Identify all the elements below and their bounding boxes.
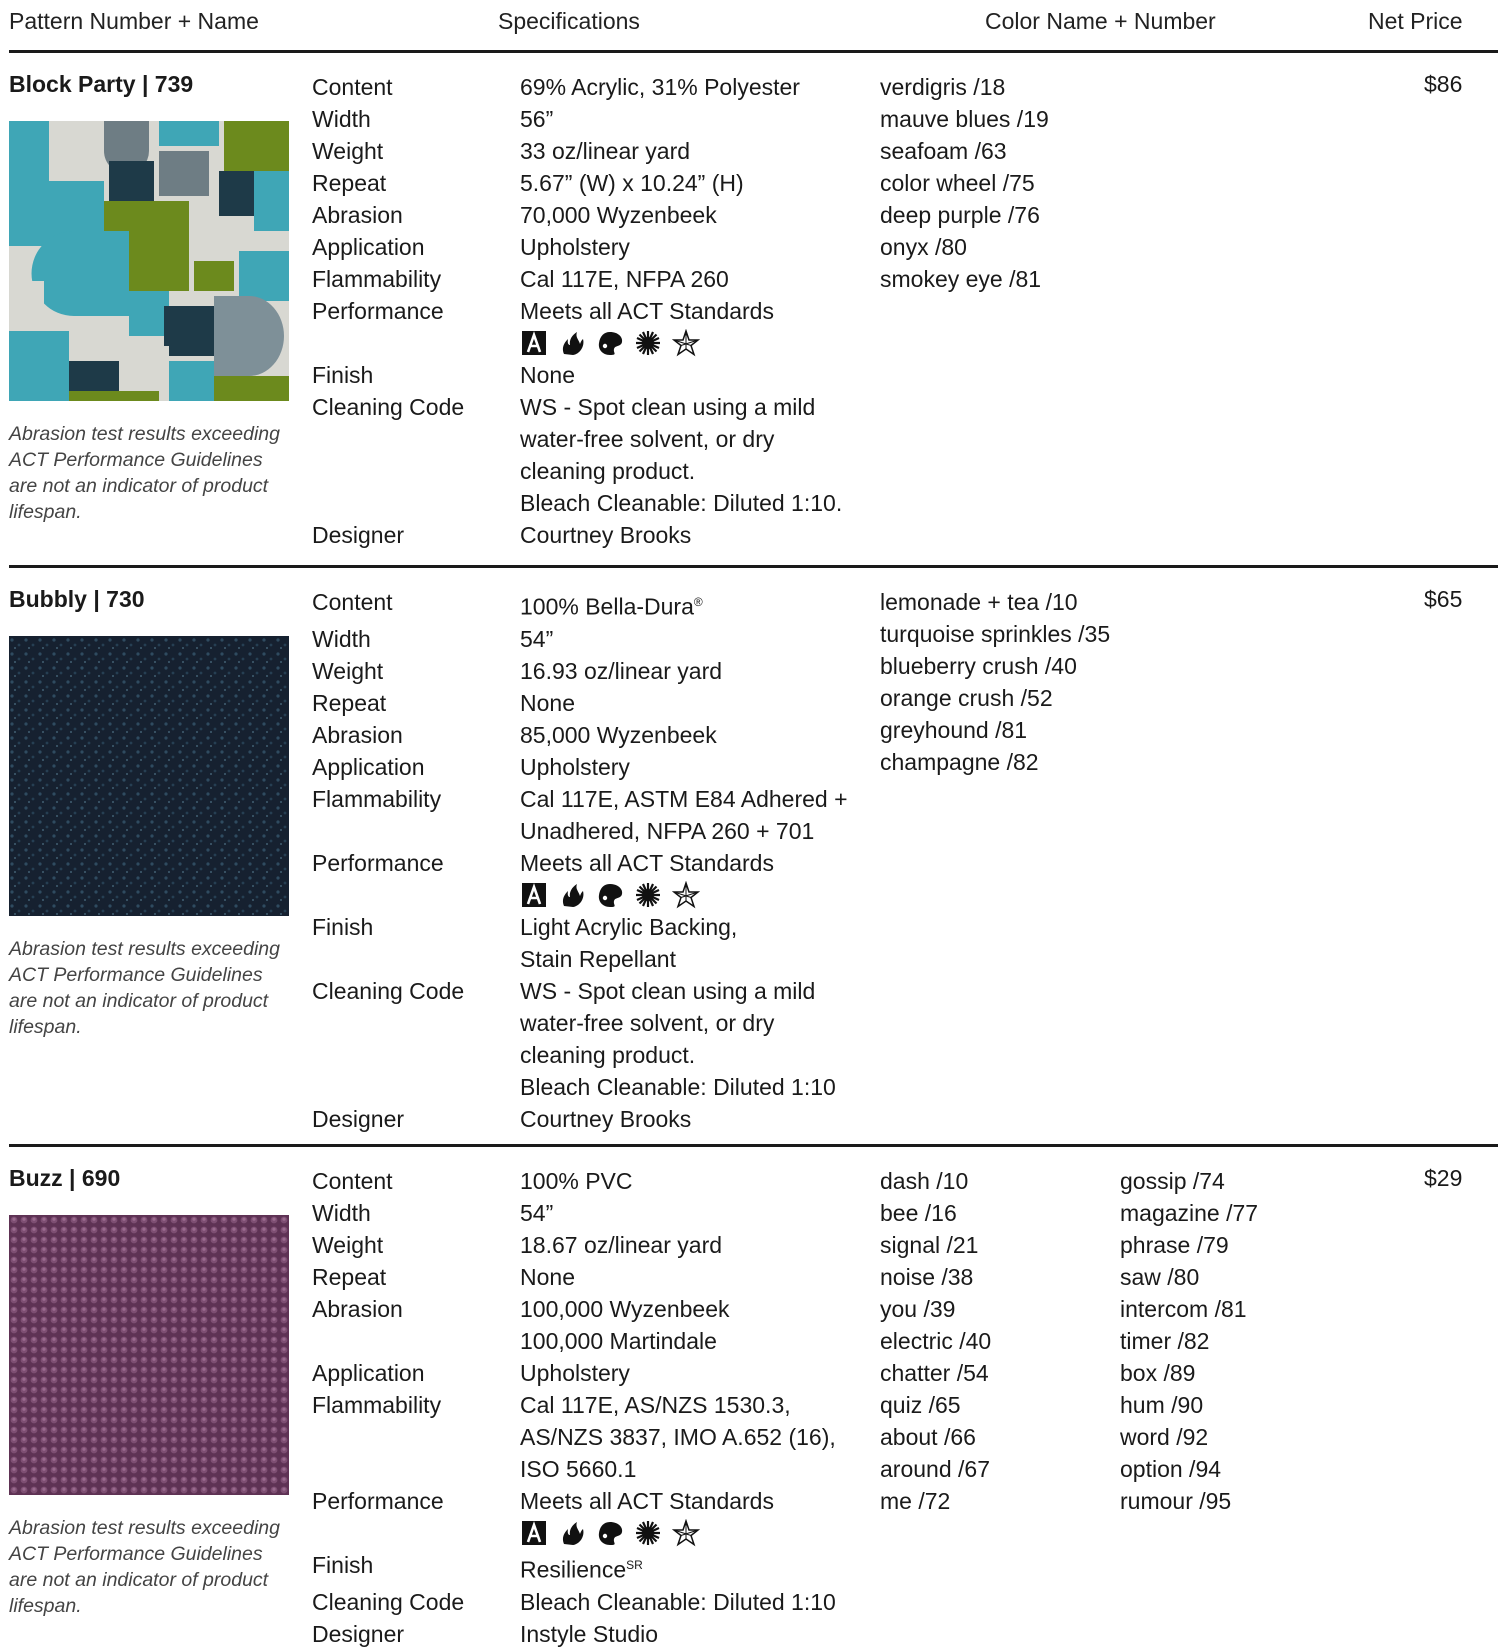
spec-designer: Designer Instyle Studio	[312, 1620, 659, 1647]
color-item: lemonade + tea /10	[880, 589, 1078, 615]
color-item: champagne /82	[880, 749, 1039, 775]
fabric-swatch-image	[9, 121, 289, 401]
header-pattern: Pattern Number + Name	[9, 8, 259, 34]
specifications	[312, 1165, 872, 1650]
spec-cleaning-code: Cleaning Code WS - Spot clean using a mild water-free solvent, or dry cleaning product. Bleach Cleanable: Diluted 1:10.	[312, 394, 843, 516]
color-item: turquoise sprinkles /35	[880, 621, 1111, 647]
color-list	[880, 71, 1049, 295]
lightfastness-icon	[634, 881, 662, 909]
color-item: timer /82	[1120, 1328, 1210, 1354]
performance-icons	[520, 879, 872, 911]
spec-application: Application Upholstery	[312, 234, 630, 260]
section-divider	[9, 1144, 1498, 1147]
color-item: around /67	[880, 1456, 990, 1482]
spec-flammability: Flammability Cal 117E, ASTM E84 Adhered + Unadhered, NFPA 260 + 701	[312, 785, 848, 844]
physical-properties-icon	[672, 881, 700, 909]
color-item: electric /40	[880, 1328, 992, 1354]
color-item: smokey eye /81	[880, 266, 1042, 292]
color-item: verdigris /18	[880, 74, 1006, 100]
color-item: signal /21	[880, 1232, 979, 1258]
pattern-name: Bubbly | 730	[9, 586, 145, 612]
spec-abrasion: Abrasion 70,000 Wyzenbeek	[312, 202, 717, 228]
color-item: rumour /95	[1120, 1488, 1232, 1514]
spec-weight: Weight 16.93 oz/linear yard	[312, 657, 723, 684]
color-item: chatter /54	[880, 1360, 989, 1386]
flammability-icon	[558, 329, 586, 357]
color-item: dash /10	[880, 1168, 969, 1194]
spec-width: Width 56”	[312, 106, 554, 132]
colorfastness-icon	[596, 881, 624, 909]
net-price: $29	[1424, 1165, 1463, 1191]
color-item: me /72	[880, 1488, 951, 1514]
spec-performance: Performance Meets all ACT Standards	[312, 847, 872, 911]
spec-performance: Performance Meets all ACT Standards	[312, 295, 872, 359]
specifications	[312, 586, 872, 1135]
lightfastness-icon	[634, 1519, 662, 1547]
spec-weight: Weight 18.67 oz/linear yard	[312, 1232, 723, 1258]
lightfastness-icon	[634, 329, 662, 357]
color-item: blueberry crush /40	[880, 653, 1077, 679]
specifications	[312, 71, 872, 551]
spec-abrasion: Abrasion 100,000 Wyzenbeek 100,000 Martindale	[312, 1296, 730, 1354]
spec-application: Application Upholstery	[312, 753, 630, 780]
color-item: word /92	[1120, 1424, 1209, 1450]
spec-content: Content 100% Bella-Dura®	[312, 589, 703, 620]
flammability-icon	[558, 1519, 586, 1547]
net-price: $86	[1424, 71, 1463, 97]
color-list-2	[1120, 1165, 1258, 1517]
fabric-swatch-image	[9, 636, 289, 916]
color-item: about /66	[880, 1424, 976, 1450]
color-item: saw /80	[1120, 1264, 1200, 1290]
color-item: greyhound /81	[880, 717, 1028, 743]
abrasion-note: Abrasion test results exceeding ACT Performance Guidelines are not an indicator of product lifespan.	[9, 423, 280, 523]
physical-properties-icon	[672, 329, 700, 357]
colorfastness-icon	[596, 1519, 624, 1547]
abrasion-note: Abrasion test results exceeding ACT Performance Guidelines are not an indicator of product lifespan.	[9, 1517, 280, 1617]
abrasion-icon	[520, 881, 548, 909]
abrasion-icon	[520, 329, 548, 357]
spec-performance: Performance Meets all ACT Standards	[312, 1485, 872, 1549]
abrasion-icon	[520, 1519, 548, 1547]
color-item: mauve blues /19	[880, 106, 1049, 132]
color-item: deep purple /76	[880, 202, 1040, 228]
spec-designer: Designer Courtney Brooks	[312, 522, 692, 548]
spec-abrasion: Abrasion 85,000 Wyzenbeek	[312, 721, 717, 748]
color-item: you /39	[880, 1296, 956, 1322]
spec-finish: Finish Resilience$^{SR}$	[312, 1552, 643, 1583]
physical-properties-icon	[672, 1519, 700, 1547]
spec-content: Content 100% PVC	[312, 1168, 633, 1194]
color-item: onyx /80	[880, 234, 967, 260]
spec-repeat: Repeat None	[312, 689, 575, 716]
spec-flammability: Flammability Cal 117E, NFPA 260	[312, 266, 729, 292]
color-item: hum /90	[1120, 1392, 1204, 1418]
spec-repeat: Repeat 5.67” (W) x 10.24” (H)	[312, 170, 744, 196]
color-item: box /89	[1120, 1360, 1196, 1386]
spec-cleaning-code: Cleaning Code Bleach Cleanable: Diluted 1:10	[312, 1588, 836, 1615]
header-divider	[9, 50, 1498, 53]
spec-finish: Finish Light Acrylic Backing, Stain Repellant	[312, 913, 738, 972]
color-item: color wheel /75	[880, 170, 1035, 196]
color-item: gossip /74	[1120, 1168, 1225, 1194]
performance-icons	[520, 1517, 872, 1549]
color-item: intercom /81	[1120, 1296, 1247, 1322]
net-price: $65	[1424, 586, 1463, 612]
spec-designer: Designer Courtney Brooks	[312, 1105, 692, 1132]
pattern-name: Block Party | 739	[9, 71, 194, 97]
spec-weight: Weight 33 oz/linear yard	[312, 138, 691, 164]
color-item: noise /38	[880, 1264, 974, 1290]
color-item: orange crush /52	[880, 685, 1053, 711]
colorfastness-icon	[596, 329, 624, 357]
spec-width: Width 54”	[312, 625, 554, 652]
header-color: Color Name + Number	[985, 8, 1216, 34]
color-item: quiz /65	[880, 1392, 961, 1418]
spec-application: Application Upholstery	[312, 1360, 630, 1386]
color-item: seafoam /63	[880, 138, 1007, 164]
spec-content: Content 69% Acrylic, 31% Polyester	[312, 74, 800, 100]
spec-repeat: Repeat None	[312, 1264, 575, 1290]
spec-width: Width 54”	[312, 1200, 554, 1226]
pattern-name: Buzz | 690	[9, 1165, 121, 1191]
color-list	[880, 586, 1110, 778]
fabric-swatch-image	[9, 1215, 289, 1495]
table-header	[0, 0, 1507, 52]
color-item: magazine /77	[1120, 1200, 1259, 1226]
abrasion-note: Abrasion test results exceeding ACT Performance Guidelines are not an indicator of product lifespan.	[9, 938, 280, 1038]
header-specifications: Specifications	[498, 8, 640, 34]
color-item: option /94	[1120, 1456, 1222, 1482]
color-item: bee /16	[880, 1200, 957, 1226]
performance-icons	[520, 327, 872, 359]
flammability-icon	[558, 881, 586, 909]
section-divider	[9, 565, 1498, 568]
spec-cleaning-code: Cleaning Code WS - Spot clean using a mild water-free solvent, or dry cleaning product. Bleach Cleanable: Diluted 1:10	[312, 977, 836, 1100]
color-list	[880, 1165, 991, 1517]
color-item: phrase /79	[1120, 1232, 1229, 1258]
header-price: Net Price	[1368, 8, 1463, 34]
spec-finish: Finish None	[312, 362, 575, 388]
spec-flammability: Flammability Cal 117E, AS/NZS 1530.3, AS/NZS 3837, IMO A.652 (16), ISO 5660.1	[312, 1392, 836, 1482]
